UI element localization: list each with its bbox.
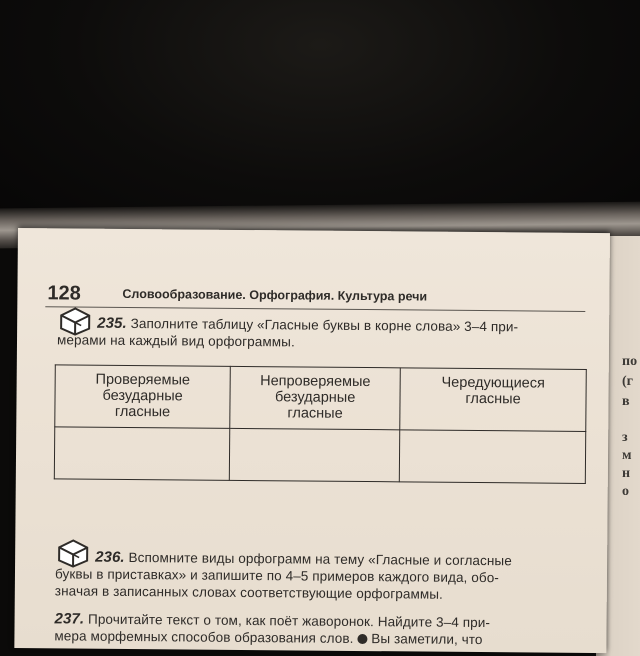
exercise-235-line2: мерами на каждый вид орфограммы. bbox=[57, 331, 295, 350]
page-number: 128 bbox=[47, 282, 81, 305]
book-page bbox=[14, 228, 610, 653]
right-text-fragment: з bbox=[622, 430, 628, 446]
table-cell[interactable] bbox=[230, 428, 400, 481]
running-head: Словообразование. Орфография. Культура речи bbox=[122, 287, 427, 304]
table-cell[interactable] bbox=[399, 430, 585, 484]
background-dark bbox=[0, 0, 640, 225]
table-cell[interactable] bbox=[54, 427, 230, 481]
exercise-number: 237. bbox=[55, 610, 85, 627]
right-text-fragment: н bbox=[622, 466, 630, 482]
exercise-number: 235. bbox=[97, 315, 127, 332]
table-row bbox=[54, 427, 585, 484]
orthogram-table bbox=[54, 364, 587, 484]
exercise-text: Вспомните виды орфограмм на тему «Гласные и согласные bbox=[129, 550, 512, 568]
exercise-text: Вы заметили, что bbox=[371, 631, 482, 647]
table-header-row bbox=[55, 365, 587, 432]
column-label: Чередующиеся гласные bbox=[405, 374, 582, 408]
column-label: Проверяемые безударные гласные bbox=[59, 371, 226, 420]
column-label: Непроверяемые безударные гласные bbox=[235, 373, 396, 422]
bullet-icon bbox=[357, 634, 367, 644]
right-text-fragment: по bbox=[622, 354, 637, 370]
exercise-text: мера морфемных способов образования слов. bbox=[54, 628, 353, 646]
exercise-236-line2: буквы в приставках» и запишите по 4–5 примеров каждого вида, обо- bbox=[55, 565, 499, 586]
table-header-cell bbox=[230, 366, 400, 429]
exercise-text: Заполните таблицу «Гласные буквы в корне слова» 3–4 при- bbox=[131, 316, 519, 334]
header-rule bbox=[45, 306, 585, 312]
exercise-number: 236. bbox=[95, 549, 125, 566]
table-header-cell bbox=[55, 365, 231, 429]
right-text-fragment: (г bbox=[622, 374, 633, 390]
cube-icon bbox=[57, 538, 89, 568]
exercise-text: Прочитайте текст о том, как поёт жаворонок. Найдите 3–4 при- bbox=[88, 612, 490, 631]
exercise-237-line2 bbox=[54, 627, 482, 648]
exercise-236-line3: значая в записанных словах соответствующие орфограммы. bbox=[55, 582, 443, 602]
right-text-fragment: о bbox=[622, 484, 629, 500]
table-header-cell bbox=[400, 368, 586, 432]
right-text-fragment: м bbox=[622, 448, 632, 464]
right-text-fragment: в bbox=[622, 394, 630, 410]
